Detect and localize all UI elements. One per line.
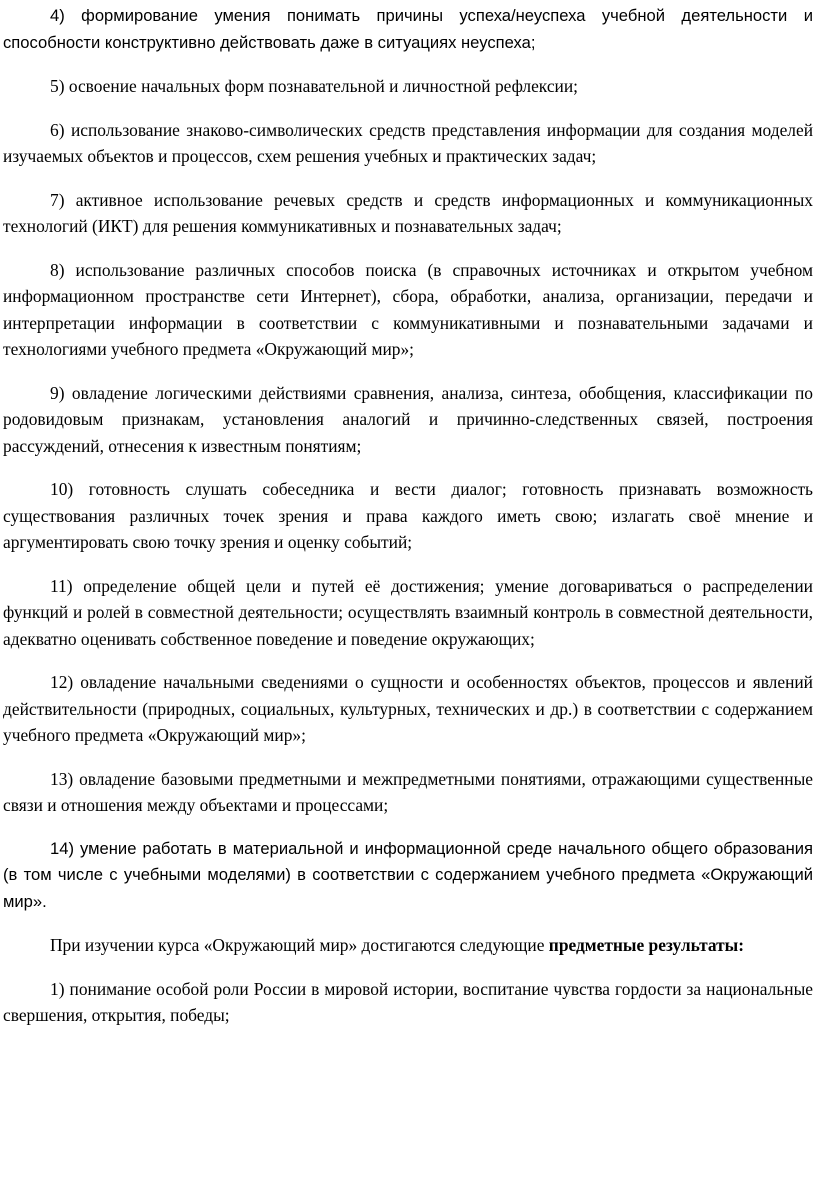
paragraph-13: 13) овладение базовыми предметными и межпредметными понятиями, отражающими существенные связи и отношения между объектами и процессами; <box>3 768 813 815</box>
paragraph-10: 10) готовность слушать собеседника и вести диалог; готовность признавать возможность существования различных точек зрения и права каждого иметь свою; излагать своё мнение и аргументировать свою точку зрения и оценку событий; <box>3 479 813 552</box>
intro-bold-text: предметные результаты: <box>548 935 745 955</box>
paragraph-8: 8) использование различных способов поиска (в справочных источниках и открытом учебном информационном пространстве сети Интернет), сбора, обработки, анализа, организации, передачи и интерпретации информации в соответствии с коммуникативными и познавательными задачами и технологиями учебного предмета «Окружающий мир»; <box>3 259 813 359</box>
paragraph-6: 6) использование знаково-символических средств представления информации для создания моделей изучаемых объектов и процессов, схем решения учебных и практических задач; <box>3 119 813 166</box>
intro-text: При изучении курса «Окружающий мир» достигаются следующие <box>50 935 549 955</box>
paragraph-4: 4) формирование умения понимать причины успеха/неуспеха учебной деятельности и способности конструктивно действовать даже в ситуациях неуспеха; <box>3 6 813 52</box>
paragraph-7: 7) активное использование речевых средств и средств информационных и коммуникационных технологий (ИКТ) для решения коммуникативных и познавательных задач; <box>3 189 813 236</box>
paragraph-11: 11) определение общей цели и путей её достижения; умение договариваться о распределении функций и ролей в совместной деятельности; осуществлять взаимный контроль в совместной деятельности, адекватно оценивать собственное поведение и поведение окружающих; <box>3 575 813 649</box>
subject-result-1: 1) понимание особой роли России в мировой истории, воспитание чувства гордости за национальные свершения, открытия, победы; <box>3 978 813 1025</box>
paragraph-14: 14) умение работать в материальной и информационной среде начального общего образования (в том числе с учебными моделями) в соответствии с содержанием учебного предмета «Окружающий мир». <box>3 838 813 911</box>
paragraph-5: 5) освоение начальных форм познавательной и личностной рефлексии; <box>50 76 578 96</box>
paragraph-9: 9) овладение логическими действиями сравнения, анализа, синтеза, обобщения, классификации по родовидовым признакам, установления аналогий и причинно-следственных связей, построения рассуждений, отнесения к известным понятиям; <box>3 382 813 456</box>
paragraph-12: 12) овладение начальными сведениями о сущности и особенностях объектов, процессов и явлений действительности (природных, социальных, культурных, технических и др.) в соответствии с содержанием учебного предмета «Окружающий мир»; <box>3 672 813 745</box>
intro-paragraph <box>3 932 813 959</box>
